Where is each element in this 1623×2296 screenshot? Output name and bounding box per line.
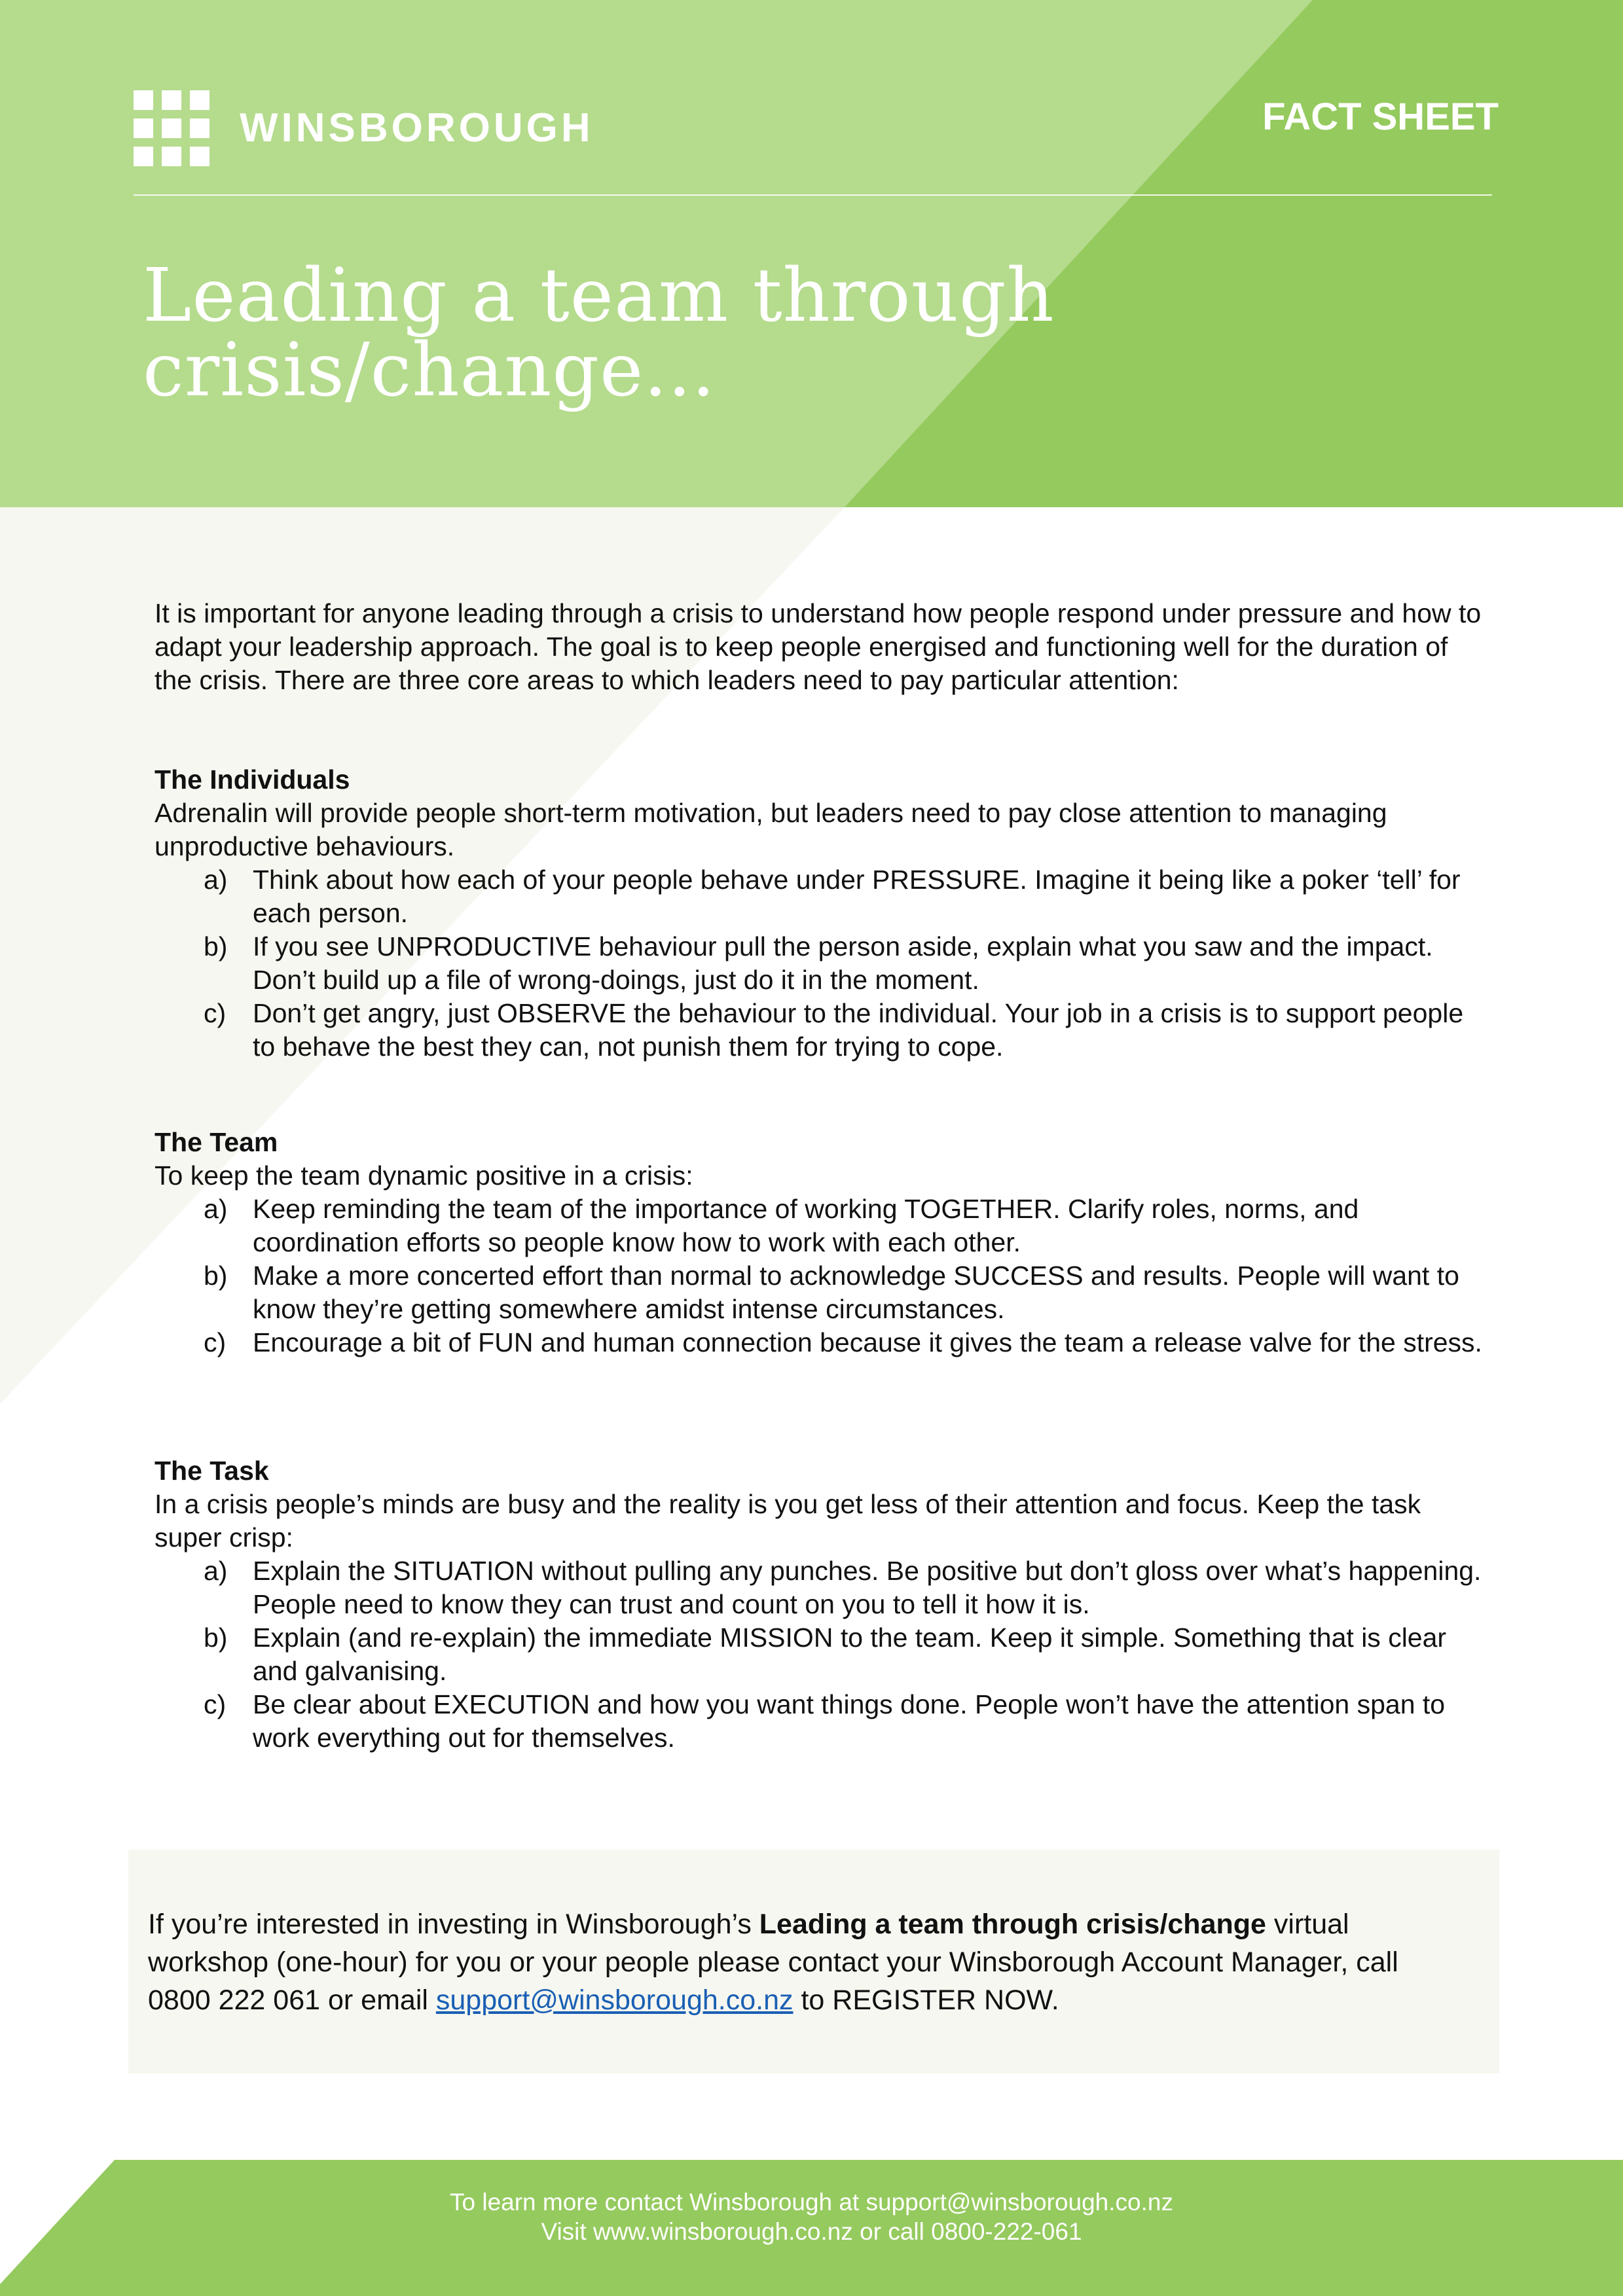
section-list [155, 1193, 1490, 1359]
header-divider [134, 194, 1492, 196]
section-heading: The Task [155, 1456, 269, 1486]
cta-text-end: to REGISTER NOW. [793, 1984, 1059, 2016]
list-marker: b) [204, 1261, 228, 1291]
section-heading: The Individuals [155, 764, 350, 795]
section-heading: The Team [155, 1127, 278, 1157]
section-individuals [155, 763, 1490, 1064]
cta-box [128, 1850, 1499, 2073]
list-item-text: Encourage a bit of FUN and human connection because it gives the team a release valve for the stress. [253, 1327, 1482, 1357]
title-line-2: crisis/change... [143, 328, 716, 414]
list-item [155, 1621, 1490, 1688]
cta-text-start: If you’re interested in investing in Winsborough’s [148, 1909, 759, 1940]
section-lead: In a crisis people’s minds are busy and the reality is you get less of their attention and focus. Keep the task super crisp: [155, 1489, 1421, 1552]
list-item-text: Think about how each of your people behave under PRESSURE. Imagine it being like a poker ‘tell’ for each person. [253, 865, 1461, 928]
section-list [155, 1554, 1490, 1755]
logo-grid-icon [134, 90, 210, 166]
list-item [155, 863, 1490, 930]
list-item [155, 930, 1490, 997]
brand-name: WINSBOROUGH [240, 105, 594, 151]
section-lead: To keep the team dynamic positive in a crisis: [155, 1160, 693, 1191]
title-line-1: Leading a team through [143, 253, 1055, 338]
list-item-text: Don’t get angry, just OBSERVE the behaviour to the individual. Your job in a crisis is to support people to behave the best they can, not punish them for trying to cope. [253, 998, 1464, 1062]
section-list [155, 863, 1490, 1064]
list-item [155, 1326, 1490, 1359]
brand-logo [134, 90, 594, 166]
fact-sheet-label: FACT SHEET [1262, 96, 1499, 138]
list-item [155, 997, 1490, 1064]
list-marker: a) [204, 865, 228, 895]
list-marker: a) [204, 1194, 228, 1224]
list-item [155, 1259, 1490, 1326]
list-item-text: Explain (and re-explain) the immediate MISSION to the team. Keep it simple. Something that is clear and galvanising. [253, 1623, 1447, 1686]
list-item [155, 1193, 1490, 1259]
list-item-text: Keep reminding the team of the importance of working TOGETHER. Clarify roles, norms, and coordination efforts so people know how to work with each other. [253, 1194, 1359, 1257]
cta-paragraph [148, 1905, 1457, 2019]
section-task [155, 1454, 1490, 1755]
list-marker: c) [204, 1327, 227, 1357]
list-item-text: Make a more concerted effort than normal to acknowledge SUCCESS and results. People will want to know they’re getting somewhere amidst intense circumstances. [253, 1261, 1459, 1324]
footer-line-1: To learn more contact Winsborough at support@winsborough.co.nz [450, 2189, 1173, 2215]
section-lead: Adrenalin will provide people short-term motivation, but leaders need to pay close attention to managing unproductive behaviours. [155, 798, 1387, 861]
intro-paragraph: It is important for anyone leading through a crisis to understand how people respond under pressure and how to adapt your leadership approach. The goal is to keep people energised and functioning well for the duration of the crisis. There are three core areas to which leaders need to pay particular attention: [155, 598, 1482, 695]
cta-email-link[interactable]: support@winsborough.co.nz [435, 1984, 793, 2016]
list-item-text: Be clear about EXECUTION and how you want things done. People won’t have the attention span to work everything out for themselves. [253, 1689, 1446, 1753]
cta-workshop-name: Leading a team through crisis/change [759, 1909, 1266, 1940]
list-marker: c) [204, 1689, 227, 1719]
list-marker: c) [204, 998, 227, 1028]
list-item-text: Explain the SITUATION without pulling any punches. Be positive but don’t gloss over what’s happening. People need to know they can trust and count on you to tell it how it is. [253, 1556, 1482, 1619]
list-item [155, 1554, 1490, 1621]
cta-text-middle: virtual workshop (one-hour) for you or your people please contact your Winsborough Account Manager, call 0800 222 061 or email [148, 1909, 1398, 2016]
list-marker: b) [204, 931, 228, 961]
page-title [143, 253, 1125, 414]
list-marker: a) [204, 1556, 228, 1586]
footer-line-2: Visit www.winsborough.co.nz or call 0800-222-061 [541, 2218, 1082, 2245]
section-team [155, 1126, 1490, 1359]
list-item [155, 1688, 1490, 1755]
list-marker: b) [204, 1623, 228, 1653]
list-item-text: If you see UNPRODUCTIVE behaviour pull the person aside, explain what you saw and the impact. Don’t build up a file of wrong-doings, just do it in the moment. [253, 931, 1433, 995]
